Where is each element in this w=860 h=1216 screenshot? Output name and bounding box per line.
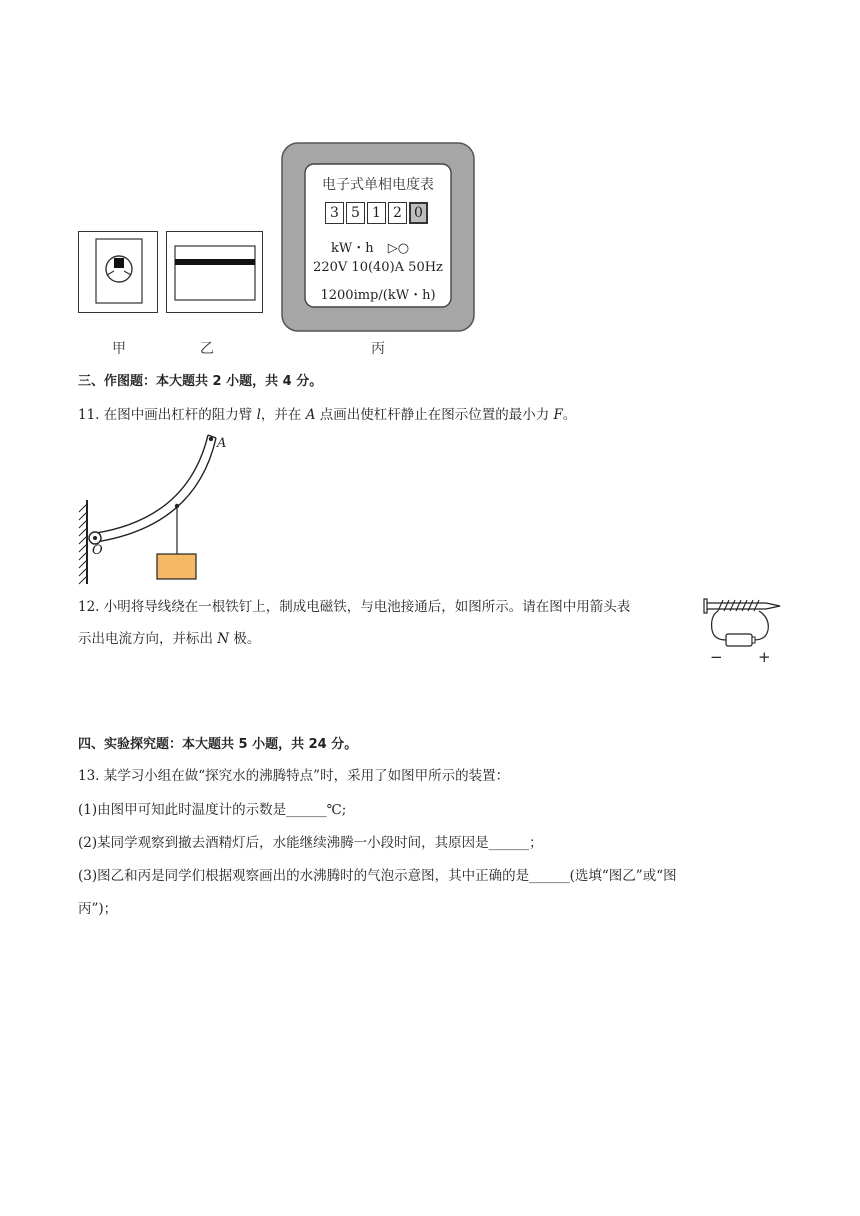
q11-text-a: 11. 在图中画出杠杆的阻力臂 xyxy=(78,407,257,423)
section4-heading: 四、实验探究题：本大题共 5 小题，共 24 分。 xyxy=(78,737,358,752)
meter-constant: 1200imp/(kW・h) xyxy=(320,288,436,303)
plus-sign: + xyxy=(758,648,771,666)
meter-digit: 5 xyxy=(346,202,365,224)
meter-rating: 220V 10(40)A 50Hz xyxy=(313,260,443,275)
label-a: A xyxy=(217,436,227,451)
q11-text-c: 点画出使杠杆静止在图示位置的最小力 xyxy=(315,407,554,423)
q11-var-l: l xyxy=(256,407,261,423)
meter-digit: 3 xyxy=(325,202,344,224)
meter-unit: kW・h xyxy=(331,241,374,256)
q12-line1: 12. 小明将导线绕在一根铁钉上，制成电磁铁，与电池接通后，如图所示。请在图中用箭头表 xyxy=(78,599,631,615)
figure-yi xyxy=(166,231,263,313)
q12-line2 xyxy=(78,629,260,649)
q11-text-d: 。 xyxy=(562,407,577,423)
q13-intro: 13. 某学习小组在做“探究水的沸腾特点”时，采用了如图甲所示的装置： xyxy=(78,768,510,784)
lever-figure xyxy=(78,430,238,586)
q13-part3-line1: (3)图乙和丙是同学们根据观察画出的水沸腾时的气泡示意图，其中正确的是______(选填“图乙”或“图 xyxy=(78,868,677,884)
meter-indicator: ▷○ xyxy=(387,241,410,256)
meter-digit: 2 xyxy=(388,202,407,224)
meter-title: 电子式单相电度表 xyxy=(322,177,434,193)
caption-yi: 乙 xyxy=(200,341,214,357)
q13-part1: (1)由图甲可知此时温度计的示数是______℃; xyxy=(78,802,347,818)
meter-digit-row xyxy=(325,202,428,224)
caption-bing: 丙 xyxy=(371,341,385,357)
meter-unit-row xyxy=(331,237,409,256)
q11-text-b: ，并在 xyxy=(260,407,306,423)
meter-digit: 1 xyxy=(367,202,386,224)
lever-diagram xyxy=(78,430,238,586)
minus-sign: − xyxy=(710,648,723,666)
switch-panel-diagram xyxy=(166,231,263,313)
q11-var-a: A xyxy=(305,407,316,423)
q13-part2: (2)某同学观察到撤去酒精灯后，水能继续沸腾一小段时间，其原因是______； xyxy=(78,835,543,851)
figure-bing-meter xyxy=(281,142,475,332)
q12-line2-b: 极。 xyxy=(229,631,261,647)
section3-heading: 三、作图题：本大题共 2 小题，共 4 分。 xyxy=(78,374,323,389)
meter-digit-decimal: 0 xyxy=(409,202,428,224)
figure-jia xyxy=(78,231,158,313)
electromagnet-figure xyxy=(700,594,784,666)
q13-part3-line2: 丙”)； xyxy=(78,901,118,917)
label-o: O xyxy=(92,543,103,558)
q12-var-n: N xyxy=(217,631,230,647)
caption-jia: 甲 xyxy=(112,341,126,357)
socket-diagram xyxy=(78,231,158,313)
q11-text xyxy=(78,405,576,425)
q11-var-f: F xyxy=(553,407,563,423)
q12-line2-a: 示出电流方向，并标出 xyxy=(78,631,218,647)
